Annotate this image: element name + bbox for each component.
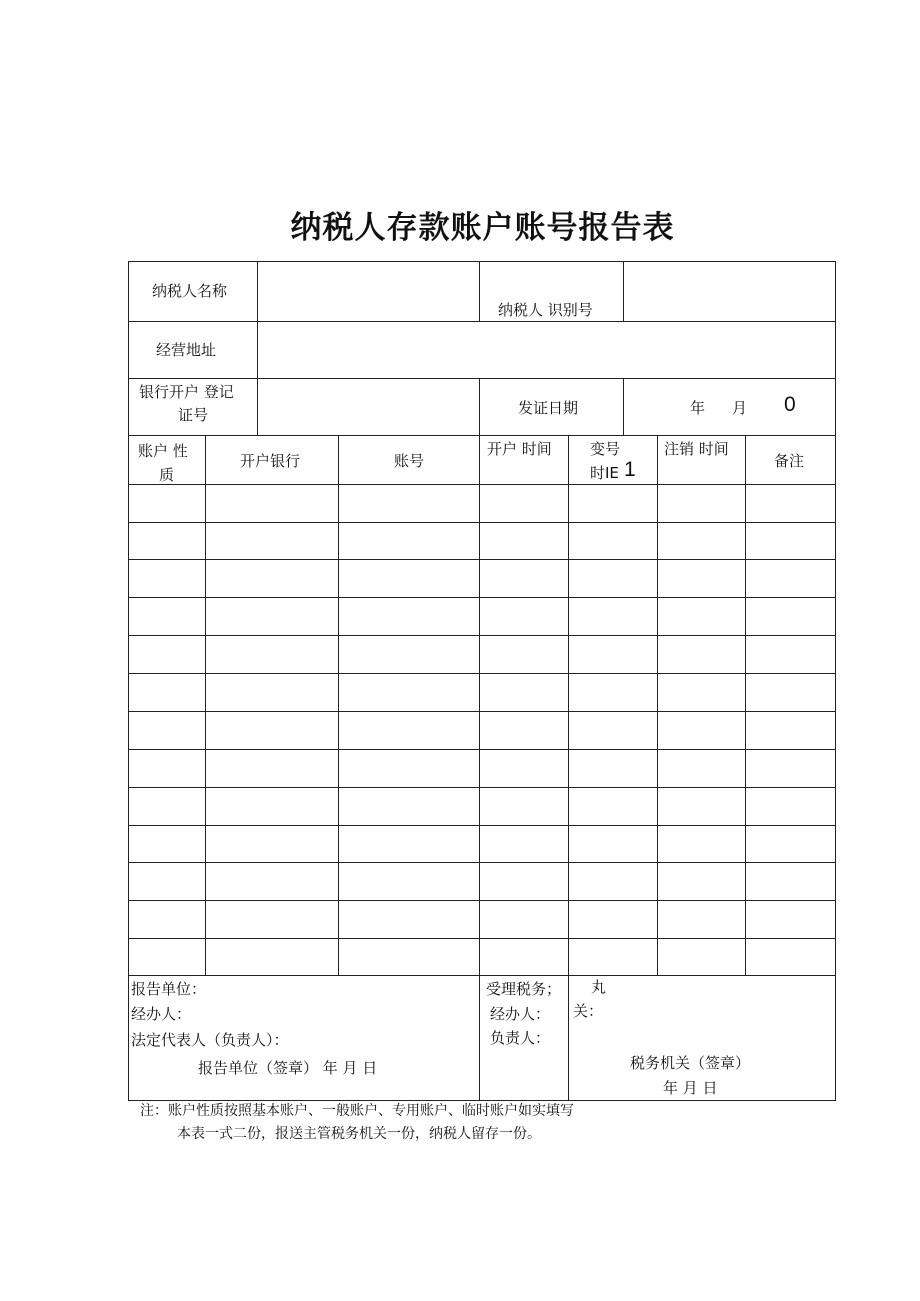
rule-row-4	[128, 635, 836, 636]
header-change-cont: 时IE	[590, 464, 619, 482]
rule-after-address	[128, 378, 836, 379]
tax-accept-label: 受理税务；	[486, 980, 562, 998]
rule-row-5	[128, 673, 836, 674]
rule-col-4	[568, 435, 569, 1100]
rule-left	[128, 261, 129, 1101]
rule-right	[835, 261, 836, 1101]
taxpayer-id-label: 纳税人 识别号	[498, 301, 593, 319]
rule-row-12	[128, 938, 836, 939]
rule-after-name	[128, 321, 836, 322]
report-form	[128, 261, 836, 1101]
rule-row-7	[128, 749, 836, 750]
date-year: 年	[690, 399, 706, 417]
note-line-2: 本表一式二份，报送主管税务机关一份，纳税人留存一份。	[177, 1126, 541, 1142]
rule-date-label-right	[623, 378, 624, 435]
legal-rep-label: 法定代表人（负责人）：	[131, 1031, 289, 1049]
bank-reg-label-cont: 证号	[178, 406, 209, 424]
header-account-type-cont: 质	[159, 466, 175, 484]
rule-row-13	[128, 975, 836, 976]
report-unit-label: 报告单位：	[131, 980, 207, 998]
tax-head-label: 负责人：	[490, 1029, 551, 1047]
tax-office-label: 关：	[573, 1002, 604, 1020]
tax-handler-label: 经办人：	[490, 1005, 551, 1023]
rule-row-9	[128, 825, 836, 826]
header-account-no: 账号	[394, 452, 425, 470]
date-month: 月	[732, 399, 748, 417]
header-open-time: 开户 时间	[487, 440, 552, 458]
rule-row-3	[128, 597, 836, 598]
rule-row-11	[128, 900, 836, 901]
rule-after-header	[128, 484, 836, 485]
rule-top	[128, 261, 836, 262]
rule-row-1	[128, 522, 836, 523]
issue-date-label: 发证日期	[518, 399, 579, 417]
header-change: 变号	[590, 440, 621, 458]
rule-id-label-left	[479, 261, 480, 321]
rule-row-8	[128, 787, 836, 788]
rule-col-6	[745, 435, 746, 975]
tax-office-char: 丸	[591, 978, 607, 996]
header-remark: 备注	[774, 452, 805, 470]
rule-label-col	[257, 261, 258, 435]
handler-label: 经办人：	[131, 1005, 192, 1023]
page-title: 纳税人存款账户账号报告表	[290, 210, 675, 246]
rule-col-5	[657, 435, 658, 975]
rule-row-10	[128, 862, 836, 863]
header-change-mark: 1	[624, 458, 636, 481]
tax-seal-label: 税务机关（签章）	[630, 1054, 751, 1072]
rule-row-2	[128, 559, 836, 560]
taxpayer-name-label: 纳税人名称	[152, 282, 228, 300]
date-day-mark: 0	[784, 393, 796, 416]
rule-col-3	[479, 435, 480, 1100]
header-account-type: 账户 性	[138, 442, 188, 460]
note-line-1: 注：账户性质按照基本账户、一般账户、专用账户、临时账户如实填写	[140, 1103, 574, 1119]
rule-col-2	[338, 435, 339, 975]
rule-col-1	[205, 435, 206, 975]
bank-reg-label: 银行开户 登记	[139, 383, 234, 401]
rule-row-6	[128, 711, 836, 712]
rule-date-label-left	[479, 378, 480, 435]
rule-id-label-right	[623, 261, 624, 321]
header-bank: 开户银行	[240, 452, 301, 470]
report-seal-line: 报告单位（签章） 年 月 日	[198, 1059, 378, 1077]
rule-after-bank-reg	[128, 435, 836, 436]
address-label: 经营地址	[156, 341, 217, 359]
tax-seal-date: 年 月 日	[663, 1079, 718, 1097]
header-cancel-time: 注销 时间	[664, 440, 729, 458]
